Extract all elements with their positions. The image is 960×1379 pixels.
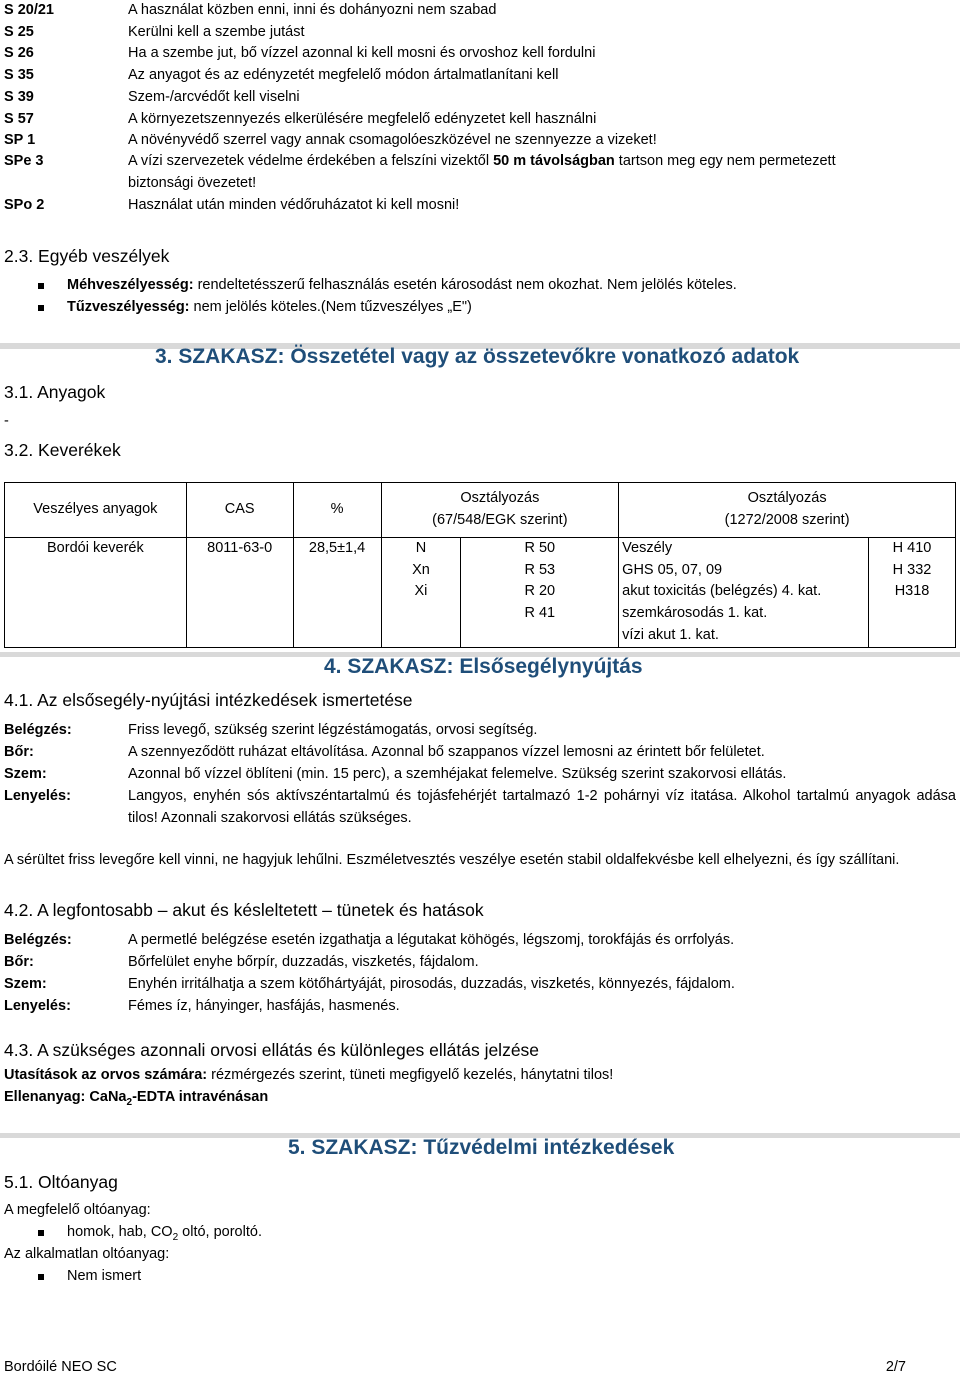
section-5-title: 5. SZAKASZ: Tűzvédelmi intézkedések [288,1136,675,1159]
cell-percent: 28,5±1,4 [293,538,381,648]
heading-5-1: 5.1. Oltóanyag [4,1172,118,1192]
symptom-text-inhalation: A permetlé belégzése esetén izgathatja a légutakat köhögés, légszomj, torokfájás és orrfolyás. [128,932,735,948]
phrase-code: S 57 [4,110,34,127]
phrase-text: Kerülni kell a szembe jutást [128,23,305,40]
phrase-text-spe3-cont: biztonsági övezetet! [128,175,257,191]
cell-substance: Bordói keverék [5,538,187,648]
substances-dash: - [4,413,9,429]
phrase-code: S 39 [4,88,34,105]
composition-table [4,482,956,648]
cell-symbols: N Xn Xi [381,538,461,648]
phrase-text: Szem-/arcvédőt kell viselni [128,88,300,105]
phrase-code: S 26 [4,45,34,62]
heading-4-2: 4.2. A legfontosabb – akut és késleltetett – tünetek és hatások [4,900,484,920]
bullet-fire-hazard: Tűzveszélyesség: nem jelölés köteles.(Nem tűzveszélyes „E") [40,297,472,319]
suitable-media-label: A megfelelő oltóanyag: [4,1202,151,1218]
phrase-code-spe3: SPe 3 [4,153,44,169]
footer-product-name: Bordóilé NEO SC [4,1359,117,1375]
heading-4-3: 4.3. A szükséges azonnali orvosi ellátás és különleges ellátás jelzése [4,1040,540,1060]
suitable-media-item: homok, hab, $CO_2$ oltó, poroltó. [40,1222,262,1249]
antidote: Ellenanyag: CaNa$_2$-EDTA intravénásan [4,1089,269,1108]
cell-cas: 8011-63-0 [186,538,293,648]
first-aid-text-eye: Azonnal bő vízzel öblíteni (min. 15 perc), a szemhéjakat felemelve. Szükség szerint szakorvosi ellátás. [128,766,787,782]
symptom-label-inhalation: Belégzés: [4,932,72,948]
symptom-text-eye: Enyhén irritálhatja a szem kötőhártyáját, pirosodás, duzzadás, viszketés, könnyezés, fájdalom. [128,976,735,992]
phrase-text-spe3: A vízi szervezetek védelme érdekében a felszíni vizektől 50 m távolságban tartson meg egy nem permetezett [128,153,836,169]
unsuitable-media-label: Az alkalmatlan oltóanyag: [4,1246,170,1262]
cell-clp-classes: Veszély GHS 05, 07, 09 akut toxicitás (belégzés) 4. kat. szemkárosodás 1. kat. vízi akut 1. kat. [619,538,869,648]
first-aid-text-skin: A szennyeződött ruházat eltávolítása. Azonnal bő szappanos vízzel lemosni az érintett bőr felületet. [128,744,765,760]
first-aid-text-inhalation: Friss levegő, szükség szerint légzéstámogatás, orvosi segítség. [128,722,538,738]
header-percent: % [293,483,381,538]
header-classification-67-548: Osztályozás (67/548/EGK szerint) [381,483,619,538]
heading-2-3: 2.3. Egyéb veszélyek [4,246,170,266]
first-aid-label-inhalation: Belégzés: [4,722,72,738]
phrase-code: S 20/21 [4,2,54,18]
cell-r-phrases: R 50 R 53 R 20 R 41 [461,538,619,648]
unsuitable-media-item: Nem ismert [40,1266,141,1288]
phrase-text: A növényvédő szerrel vagy annak csomagolóeszközével ne szennyezze a vizeket! [128,132,657,149]
footer-page-number: 2/7 [885,1359,906,1375]
phrase-code: SP 1 [4,132,36,149]
first-aid-label-skin: Bőr: [4,744,34,760]
symptom-text-skin: Bőrfelület enyhe bőrpír, duzzadás, viszketés, fájdalom. [128,954,479,970]
doctor-instructions: Utasítások az orvos számára: rézmérgezés szerint, tüneti megfigyelő kezelés, hánytatni tilos! [4,1067,614,1083]
phrase-text: Az anyagot és az edényzetét megfelelő módon ártalmatlanítani kell [128,67,559,84]
phrase-text: A környezetszennyezés elkerülésére megfelelő edényzetet kell használni [128,110,597,127]
phrase-code-spo2: SPo 2 [4,197,45,213]
first-aid-label-eye: Szem: [4,766,47,782]
header-substance: Veszélyes anyagok [5,483,187,538]
header-cas: CAS [186,483,293,538]
first-aid-text-ingestion: Langyos, enyhén sós aktívszéntartalmú és tojásfehérjét tartalmazó 1-2 pohárnyi víz itatása. Alkohol tartalmú anyagok adása tilos! Azonnali szakorvosi ellátás szükséges. [128,788,956,826]
symptom-label-skin: Bőr: [4,954,34,970]
table-header-row [5,483,956,538]
phrase-code: S 25 [4,23,34,40]
symptom-label-ingestion: Lenyelés: [4,998,71,1014]
heading-3-1: 3.1. Anyagok [4,382,106,402]
heading-3-2: 3.2. Keverékek [4,440,121,460]
heading-4-1: 4.1. Az elsősegély-nyújtási intézkedések ismertetése [4,690,413,710]
first-aid-note: A sérültet friss levegőre kell vinni, ne hagyjuk lehűlni. Eszméletvesztés veszélye esetén stabil oldalfekvésbe kell elhelyezni, és így szállítani. [4,852,900,868]
phrase-code: S 35 [4,67,34,84]
table-row [5,538,956,648]
symptom-text-ingestion: Fémes íz, hányinger, hasfájás, hasmenés. [128,998,400,1014]
phrase-text: A használat közben enni, inni és dohányozni nem szabad [128,2,497,18]
bullet-bee-hazard: Méhveszélyesség: rendeltetésszerű felhasználás esetén károsodást nem okozhat. Nem jelölés köteles. [40,275,737,297]
section-3-title: 3. SZAKASZ: Összetétel vagy az összetevőkre vonatkozó adatok [155,345,800,368]
header-classification-1272-2008: Osztályozás (1272/2008 szerint) [619,483,956,538]
symptom-label-eye: Szem: [4,976,47,992]
section-4-title: 4. SZAKASZ: Elsősegélynyújtás [324,655,643,678]
first-aid-label-ingestion: Lenyelés: [4,788,71,804]
cell-h-codes: H 410 H 332 H318 [869,538,956,648]
phrase-text: Ha a szembe jut, bő vízzel azonnal ki kell mosni és orvoshoz kell fordulni [128,45,596,62]
phrase-text-spo2: Használat után minden védőruházatot ki kell mosni! [128,197,460,213]
